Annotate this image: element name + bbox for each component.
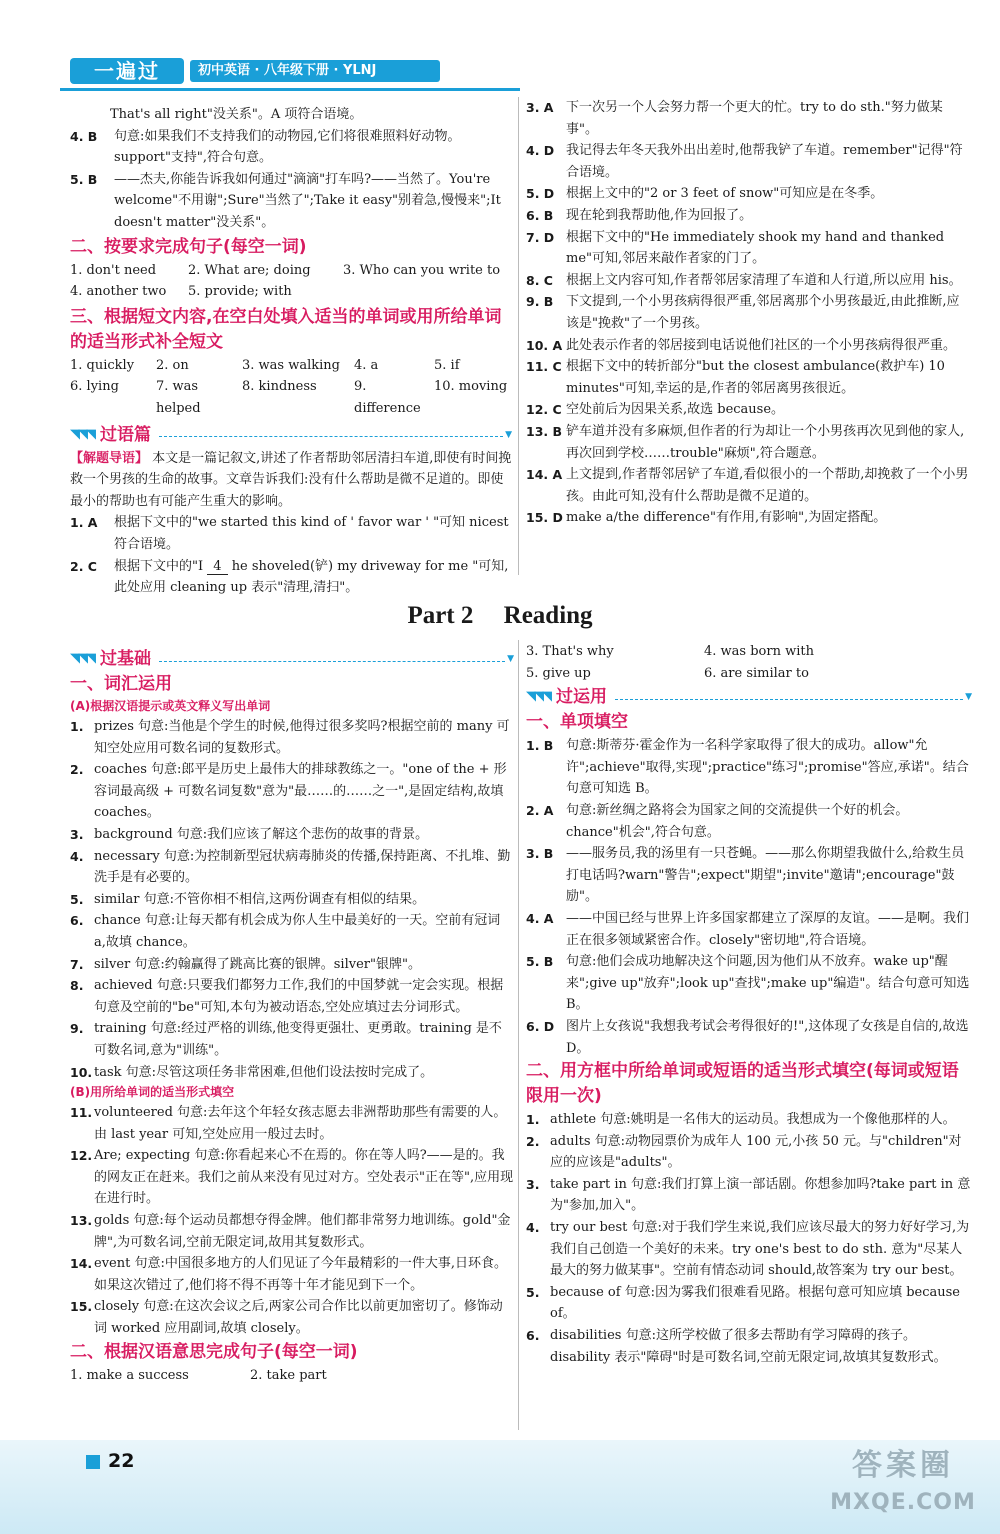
item-text: make a/the difference"有作用,有影响",为固定搭配。 bbox=[566, 510, 887, 526]
item-number: 1. bbox=[70, 719, 84, 734]
answer-row bbox=[70, 281, 512, 303]
item-text: 根据上文内容可知,作者帮邻居家清理了车道和人行道,所以应用 his。 bbox=[566, 272, 962, 288]
list-item bbox=[526, 735, 972, 800]
list-item bbox=[526, 800, 972, 843]
top-left-column bbox=[70, 104, 512, 599]
answer-row bbox=[70, 260, 512, 282]
item-number: 1. A bbox=[70, 515, 98, 531]
column-divider bbox=[518, 97, 519, 575]
item-text: task 句意:尽管这项任务非常困难,但他们设法按时完成了。 bbox=[94, 1064, 434, 1080]
item-text: volunteered 句意:去年这个年轻女孩志愿去非洲帮助那些有需要的人。由 last year 可知,空处应用一般过去时。 bbox=[94, 1105, 507, 1142]
list-item bbox=[526, 1016, 972, 1059]
item-number: 4. A bbox=[526, 910, 554, 926]
answer-row bbox=[526, 663, 972, 685]
item-text: 根据下文中的转折部分"but the closest ambulance(救护车) 10 minutes"可知,幸运的是,作者的邻居离男孩很近。 bbox=[566, 359, 945, 396]
item-text: 现在轮到我帮助他,作为回报了。 bbox=[566, 207, 753, 223]
item-number: 5. bbox=[70, 891, 84, 907]
part-label: Part 2 bbox=[407, 602, 474, 629]
lead-tag: 【解题导语】 bbox=[70, 450, 149, 466]
answer-row bbox=[70, 1365, 514, 1387]
subsection-title: (A)根据汉语提示或英文释义写出单词 bbox=[70, 699, 271, 713]
list-item bbox=[70, 1210, 514, 1253]
answer: 10. moving bbox=[434, 379, 508, 395]
list-item bbox=[70, 1102, 514, 1145]
answer: 7. was helped bbox=[156, 379, 201, 416]
item-number: 4. B bbox=[70, 128, 98, 144]
list-item bbox=[526, 291, 972, 334]
page-header bbox=[0, 0, 1000, 96]
list-item bbox=[526, 951, 972, 1016]
item-text: 下文提到,一个小男孩病得很严重,邻居离那个小男孩最近,由此推断,应该是"挽救"了一个男孩。 bbox=[566, 294, 960, 331]
list-item bbox=[526, 356, 972, 399]
list-item bbox=[70, 1145, 514, 1210]
item-number: 2. A bbox=[526, 802, 554, 818]
blank-number: 4 bbox=[207, 559, 227, 575]
answer-row bbox=[70, 376, 512, 419]
answer-grid bbox=[70, 260, 512, 303]
item-text: adults 句意:动物园票价为成年人 100 元,小孩 50 元。与"children"对应的应该是"adults"。 bbox=[550, 1133, 962, 1171]
list-item bbox=[526, 1217, 972, 1282]
answer: 4. another two bbox=[70, 284, 167, 300]
item-number: 5. bbox=[526, 1284, 540, 1300]
item-number: 14. bbox=[70, 1256, 93, 1272]
section-title: 二、用方框中所给单词或短语的适当形式填空(每词或短语限用一次) bbox=[526, 1061, 959, 1107]
lead-text: 本文是一篇记叙文,讲述了作者帮助邻居清扫车道,即使有时间挽救一个男孩的生命的故事。文章告诉我们:没有什么帮助是微不足道的。即使最小的帮助也有可能产生重大的影响。 bbox=[70, 450, 512, 509]
item-text: similar 句意:不管你相不相信,这两份调查有相似的结果。 bbox=[94, 891, 426, 907]
item-number: 11. bbox=[70, 1105, 93, 1121]
answer: 4. a bbox=[354, 357, 379, 373]
answer: 2. What are; doing bbox=[188, 262, 311, 278]
item-text: ——服务员,我的汤里有一只苍蝇。——那么你期望我做什么,给救生员打电话吗?warn"警告";expect"期望";invite"邀请";encourage"鼓励"。 bbox=[566, 846, 965, 905]
item-text: 图片上女孩说"我想我考试会考得很好的!",这体现了女孩是自信的,故选 D。 bbox=[566, 1018, 969, 1056]
item-text: take part in 句意:我们打算上演一部话剧。你想参加吗?take part in 意为"参加,加入"。 bbox=[550, 1176, 971, 1214]
triangle-icon: ▼ bbox=[965, 692, 972, 703]
item-number: 6. bbox=[526, 1328, 540, 1344]
item-number: 5. B bbox=[70, 171, 98, 187]
item-text: 句意:他们会成功地解决这个问题,因为他们从不放弃。wake up"醒来";give up"放弃";look up"查找";make up"编造"。结合句意可知选 B。 bbox=[566, 954, 970, 1013]
brand-logo: 一遍过 bbox=[70, 58, 184, 84]
list-item bbox=[526, 1282, 972, 1325]
list-item bbox=[70, 556, 512, 599]
item-text: background 句意:我们应该了解这个悲伤的故事的背景。 bbox=[94, 826, 429, 842]
list-item bbox=[526, 908, 972, 951]
lead-paragraph bbox=[70, 448, 512, 513]
item-number: 2. C bbox=[70, 558, 97, 574]
list-item bbox=[526, 227, 972, 270]
triangle-icon: ▼ bbox=[507, 654, 514, 664]
section-title: 二、按要求完成句子(每空一词) bbox=[70, 236, 307, 257]
item-number: 7. D bbox=[526, 229, 555, 245]
list-item bbox=[526, 335, 972, 357]
list-item bbox=[526, 270, 972, 292]
list-item bbox=[526, 464, 972, 507]
item-text: event 句意:中国很多地方的人们见证了今年最精彩的一件大事,日环食。如果这次错过了,他们将不得不再等十年才能见到下一个。 bbox=[94, 1256, 507, 1293]
item-number: 8. bbox=[70, 978, 84, 994]
item-number: 13. B bbox=[526, 423, 563, 439]
answer-grid bbox=[526, 641, 972, 684]
answer: 2. take part bbox=[250, 1367, 327, 1383]
answer-list bbox=[526, 735, 972, 1059]
item-text: golds 句意:每个运动员都想夺得金牌。他们都非常努力地训练。gold"金牌",为可数名词,空前无限定词,故用其复数形式。 bbox=[94, 1213, 511, 1250]
page-number bbox=[86, 1451, 134, 1473]
list-item bbox=[526, 1325, 972, 1368]
list-item bbox=[526, 97, 972, 140]
item-text: coaches 句意:郎平是历史上最伟大的排球教练之一。"one of the + 形容词最高级 + 可数名词复数"意为"最……的……之一",是固定结构,故填 coaches。 bbox=[94, 762, 507, 821]
list-item bbox=[70, 1253, 514, 1296]
section-title: 一、单项填空 bbox=[526, 712, 628, 733]
item-text: athlete 句意:姚明是一名伟大的运动员。我想成为一个像他那样的人。 bbox=[550, 1112, 956, 1128]
item-number: 14. A bbox=[526, 467, 563, 483]
item-text: disabilities 句意:这所学校做了很多去帮助有学习障碍的孩子。disability 表示"障碍"时是可数名词,空前无限定词,故填其复数形式。 bbox=[550, 1328, 947, 1365]
list-item bbox=[526, 507, 972, 529]
dashed-rule bbox=[159, 436, 503, 437]
list-item bbox=[526, 843, 972, 908]
list-item bbox=[70, 975, 514, 1018]
item-text: 句意:斯蒂芬·霍金作为一名科学家取得了很大的成功。allow"允许";achieve"取得,实现";practice"练习";promise"答应,承诺"。结合句意可知选 B。 bbox=[566, 738, 969, 797]
answer-list bbox=[70, 1102, 514, 1340]
text-part: 根据下文中的"I bbox=[114, 558, 204, 574]
item-text: ——杰夫,你能告诉我如何通过"滴滴"打车吗?——当然了。You're welcome"不用谢";Sure"当然了";Take it easy"别着急,慢慢来";It doesn't matter"没关系"。 bbox=[114, 171, 501, 230]
answer: 4. was born with bbox=[704, 644, 814, 659]
answer: 5. provide; with bbox=[188, 284, 292, 300]
list-item bbox=[526, 399, 972, 421]
item-text: 上文提到,作者帮邻居铲了车道,看似很小的一个帮助,却挽救了一个小男孩。由此可知,没有什么帮助是微不足道的。 bbox=[566, 467, 969, 504]
list-item bbox=[70, 1062, 514, 1084]
part-name: Reading bbox=[503, 602, 593, 629]
text-part: he shoveled(铲) my driveway for me "可知,此处应用 cleaning up 表示"清理,清扫"。 bbox=[114, 558, 509, 596]
answer: 6. lying bbox=[70, 379, 119, 395]
wave-icon: ◥◥◥ bbox=[70, 426, 94, 442]
item-number: 2. bbox=[526, 1133, 540, 1149]
item-number: 5. D bbox=[526, 186, 555, 202]
item-text: 下一次另一个人会努力帮一个更大的忙。try to do sth."努力做某事"。 bbox=[566, 100, 943, 137]
item-number: 12. C bbox=[526, 402, 562, 418]
item-number: 1. bbox=[526, 1112, 540, 1128]
item-number: 6. bbox=[70, 913, 84, 929]
answer-list bbox=[70, 716, 514, 1083]
watermark-url: MXQE.COM bbox=[830, 1490, 976, 1515]
item-number: 9. B bbox=[526, 294, 554, 310]
item-number: 6. B bbox=[526, 207, 554, 223]
top-right-column bbox=[526, 97, 972, 529]
item-text: 空处前后为因果关系,故选 because。 bbox=[566, 402, 785, 418]
item-number: 7. bbox=[70, 956, 84, 972]
answer: 9. difference bbox=[354, 379, 421, 416]
list-item bbox=[70, 169, 512, 234]
item-number: 8. C bbox=[526, 272, 553, 288]
triangle-icon: ▼ bbox=[505, 429, 512, 440]
section-band bbox=[70, 646, 514, 672]
answer: 3. was walking bbox=[242, 357, 340, 373]
answer: 8. kindness bbox=[242, 379, 317, 395]
item-text: silver 句意:约翰赢得了跳高比赛的银牌。silver"银牌"。 bbox=[94, 956, 421, 972]
band-title: 过基础 bbox=[100, 649, 151, 669]
answer-list bbox=[70, 126, 512, 234]
list-item bbox=[526, 205, 972, 227]
list-item bbox=[70, 954, 514, 976]
page-number-text: 22 bbox=[108, 1450, 135, 1472]
item-text: 铲车道并没有多麻烦,但作者的行为却让一个小男孩再次见到他的家人,再次回到学校……trouble"麻烦",符合题意。 bbox=[566, 423, 965, 461]
answer bbox=[343, 281, 503, 303]
item-text: prizes 句意:当他是个学生的时候,他得过很多奖吗?根据空前的 many 可知空处应用可数名词的复数形式。 bbox=[94, 719, 510, 756]
list-item bbox=[526, 421, 972, 464]
band-title: 过语篇 bbox=[100, 424, 151, 445]
section-title: 一、词汇运用 bbox=[70, 674, 172, 694]
list-item bbox=[526, 1109, 972, 1131]
answer: 3. Who can you write to bbox=[343, 262, 501, 278]
watermark bbox=[818, 1444, 988, 1528]
item-number: 11. C bbox=[526, 359, 562, 375]
item-text: 根据下文中的"we started this kind of ' favor war ' "可知 nicest 符合语境。 bbox=[114, 515, 509, 552]
item-text: closely 句意:在这次会议之后,两家公司合作比以前更加密切了。修饰动词 worked 应用副词,故填 closely。 bbox=[94, 1299, 503, 1337]
list-item bbox=[526, 140, 972, 183]
item-text: 我记得去年冬天我外出出差时,他帮我铲了车道。remember"记得"符合语境。 bbox=[566, 143, 963, 180]
list-item bbox=[70, 512, 512, 555]
list-item bbox=[70, 824, 514, 846]
list-item bbox=[70, 759, 514, 824]
column-divider bbox=[518, 640, 519, 1430]
item-number: 3. bbox=[70, 826, 84, 842]
item-text: ——中国已经与世界上许多国家都建立了深厚的友谊。——是啊。我们正在很多领域紧密合作。closely"密切地",符合语境。 bbox=[566, 910, 970, 948]
list-item bbox=[526, 1174, 972, 1217]
book-title: 初中英语 · 八年级下册 · YLNJ bbox=[190, 60, 440, 82]
item-number: 4. D bbox=[526, 143, 555, 159]
item-text: necessary 句意:为控制新型冠状病毒肺炎的传播,保持距离、不扎堆、勤洗手是有必要的。 bbox=[94, 848, 511, 886]
subsection-title: (B)用所给单词的适当形式填空 bbox=[70, 1085, 235, 1100]
item-number: 13. bbox=[70, 1213, 93, 1229]
item-text: 句意:新丝绸之路将会为国家之间的交流提供一个好的机会。chance"机会",符合句意。 bbox=[566, 802, 909, 840]
item-text bbox=[114, 556, 512, 599]
item-number: 4. bbox=[526, 1220, 540, 1236]
list-item bbox=[70, 1018, 514, 1061]
item-text: achieved 句意:只要我们都努力工作,我们的中国梦就一定会实现。根据句意及空前的"be"可知,本句为被动语态,空处应填过去分词形式。 bbox=[94, 978, 504, 1015]
item-number: 12. bbox=[70, 1148, 93, 1164]
continued-line: That's all right"没关系"。A 项符合语境。 bbox=[110, 107, 363, 122]
item-text: Are; expecting 句意:你看起来心不在焉的。你在等人吗?——是的。我的网友正在赶来。我们之前从来没有见过对方。空处表示"正在等",应用现在进行时。 bbox=[94, 1148, 514, 1207]
dashed-rule bbox=[159, 661, 505, 662]
answer: 2. on bbox=[156, 357, 189, 373]
square-icon bbox=[86, 1455, 100, 1469]
band-title: 过运用 bbox=[556, 687, 607, 708]
item-text: because of 句意:因为雾我们很难看见路。根据句意可知应填 because of。 bbox=[550, 1284, 960, 1322]
header-rule bbox=[60, 88, 520, 91]
list-item bbox=[70, 716, 514, 759]
list-item bbox=[70, 889, 514, 911]
part-title bbox=[0, 600, 1000, 632]
item-number: 2. bbox=[70, 762, 84, 778]
item-number: 3. bbox=[526, 1176, 540, 1192]
item-number: 5. B bbox=[526, 954, 554, 970]
list-item bbox=[70, 846, 514, 889]
dashed-rule bbox=[615, 699, 963, 700]
item-number: 6. D bbox=[526, 1018, 555, 1034]
answer: 5. if bbox=[434, 357, 460, 373]
item-number: 9. bbox=[70, 1021, 84, 1037]
item-number: 4. bbox=[70, 848, 84, 864]
section-band bbox=[526, 684, 972, 710]
item-number: 15. D bbox=[526, 510, 563, 526]
item-text: training 句意:经过严格的训练,他变得更强壮、更勇敢。training 是不可数名词,意为"训练"。 bbox=[94, 1021, 502, 1058]
answer-list bbox=[526, 1109, 972, 1368]
list-item bbox=[70, 126, 512, 169]
item-number: 1. B bbox=[526, 738, 554, 754]
answer: 6. are similar to bbox=[704, 665, 809, 681]
item-text: chance 句意:让每天都有机会成为你人生中最美好的一天。空前有冠词 a,故填 chance。 bbox=[94, 913, 501, 950]
item-text: 句意:如果我们不支持我们的动物园,它们将很难照料好动物。support"支持",符合句意。 bbox=[114, 128, 461, 166]
item-number: 10. bbox=[70, 1064, 93, 1080]
answer-row bbox=[70, 355, 512, 377]
section-band bbox=[70, 422, 512, 448]
answer-grid bbox=[70, 355, 512, 420]
item-number: 15. bbox=[70, 1299, 93, 1315]
answer: 1. quickly bbox=[70, 357, 135, 373]
answer: 1. don't need bbox=[70, 262, 157, 278]
watermark-text: 答案圈 bbox=[852, 1448, 954, 1483]
answer: 1. make a success bbox=[70, 1367, 189, 1383]
wave-icon: ◥◥◥ bbox=[526, 689, 550, 705]
answer: 3. That's why bbox=[526, 644, 614, 659]
item-number: 10. A bbox=[526, 337, 563, 353]
answer-row bbox=[526, 641, 972, 663]
item-text: try our best 句意:对于我们学生来说,我们应该尽最大的努力好好学习,为我们自己创造一个美好的未来。try one's best to do sth. 意为"尽某人最大的努力做某事"。空前有情态动词 should,故答案为 try our best。 bbox=[550, 1220, 970, 1279]
bottom-right-column bbox=[526, 641, 972, 1368]
wave-icon: ◥◥◥ bbox=[70, 651, 94, 666]
item-text: 根据上文中的"2 or 3 feet of snow"可知应是在冬季。 bbox=[566, 186, 884, 202]
list-item bbox=[70, 910, 514, 953]
section-title: 二、根据汉语意思完成句子(每空一词) bbox=[70, 1341, 358, 1362]
item-text: 根据下文中的"He immediately shook my hand and thanked me"可知,邻居来敲作者家的门了。 bbox=[566, 229, 945, 267]
list-item bbox=[70, 1296, 514, 1339]
bottom-left-column bbox=[70, 646, 514, 1386]
answer: 5. give up bbox=[526, 665, 591, 681]
list-item bbox=[526, 1131, 972, 1174]
item-text: 此处表示作者的邻居接到电话说他们社区的一个小男孩病得很严重。 bbox=[566, 337, 957, 353]
section-title: 三、根据短文内容,在空白处填入适当的单词或用所给单词的适当形式补全短文 bbox=[70, 306, 502, 352]
item-number: 3. A bbox=[526, 100, 554, 115]
item-number: 3. B bbox=[526, 846, 554, 862]
list-item bbox=[526, 183, 972, 205]
